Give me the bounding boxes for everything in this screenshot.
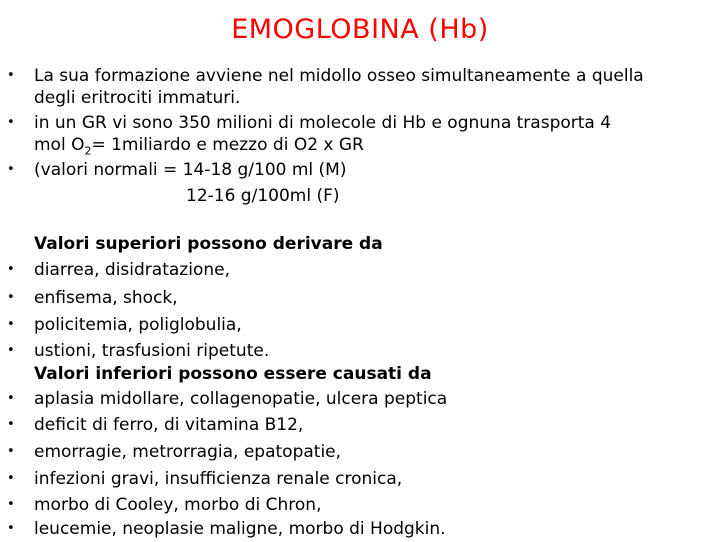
bullet: • — [7, 162, 15, 177]
superiori-heading: Valori superiori possono derivare da — [34, 234, 383, 254]
bullet: • — [7, 115, 15, 130]
molecules-line-2-post: = 1miliardo e mezzo di O2 x GR — [91, 135, 364, 155]
bullet: • — [7, 262, 15, 277]
inferiori-item: leucemie, neoplasie maligne, morbo di Hodgkin. — [34, 519, 446, 539]
superiori-item: diarrea, disidratazione, — [34, 260, 230, 280]
inferiori-item: morbo di Cooley, morbo di Chron, — [34, 495, 322, 515]
bullet: • — [7, 521, 15, 536]
bullet: • — [7, 417, 15, 432]
normal-values-male: (valori normali = 14-18 g/100 ml (M) — [34, 160, 347, 180]
inferiori-item: infezioni gravi, insufficienza renale cronica, — [34, 469, 403, 489]
inferiori-item: deficit di ferro, di vitamina B12, — [34, 415, 304, 435]
molecules-line-2 — [34, 132, 364, 158]
normal-values-female: 12-16 g/100ml (F) — [186, 186, 340, 206]
page-title: EMOGLOBINA (Hb) — [231, 14, 489, 45]
molecules-line-2-sub: 2 — [84, 144, 92, 158]
bullet: • — [7, 444, 15, 459]
superiori-item: policitemia, poliglobulia, — [34, 315, 242, 335]
inferiori-heading: Valori inferiori possono essere causati da — [34, 364, 432, 384]
bullet: • — [7, 391, 15, 406]
superiori-item: ustioni, trasfusioni ripetute. — [34, 341, 270, 361]
superiori-item: enfisema, shock, — [34, 288, 178, 308]
formation-line-1: La sua formazione avviene nel midollo osseo simultaneamente a quella — [34, 66, 644, 86]
bullet: • — [7, 471, 15, 486]
bullet: • — [7, 497, 15, 512]
inferiori-item: aplasia midollare, collagenopatie, ulcera peptica — [34, 389, 448, 409]
molecules-line-1: in un GR vi sono 350 milioni di molecole di Hb e ognuna trasporta 4 — [34, 113, 612, 133]
bullet: • — [7, 317, 15, 332]
formation-line-2: degli eritrociti immaturi. — [34, 88, 241, 108]
inferiori-item: emorragie, metrorragia, epatopatie, — [34, 442, 342, 462]
bullet: • — [7, 290, 15, 305]
bullet: • — [7, 343, 15, 358]
bullet: • — [7, 68, 15, 83]
molecules-line-2-pre: mol O — [34, 135, 85, 155]
